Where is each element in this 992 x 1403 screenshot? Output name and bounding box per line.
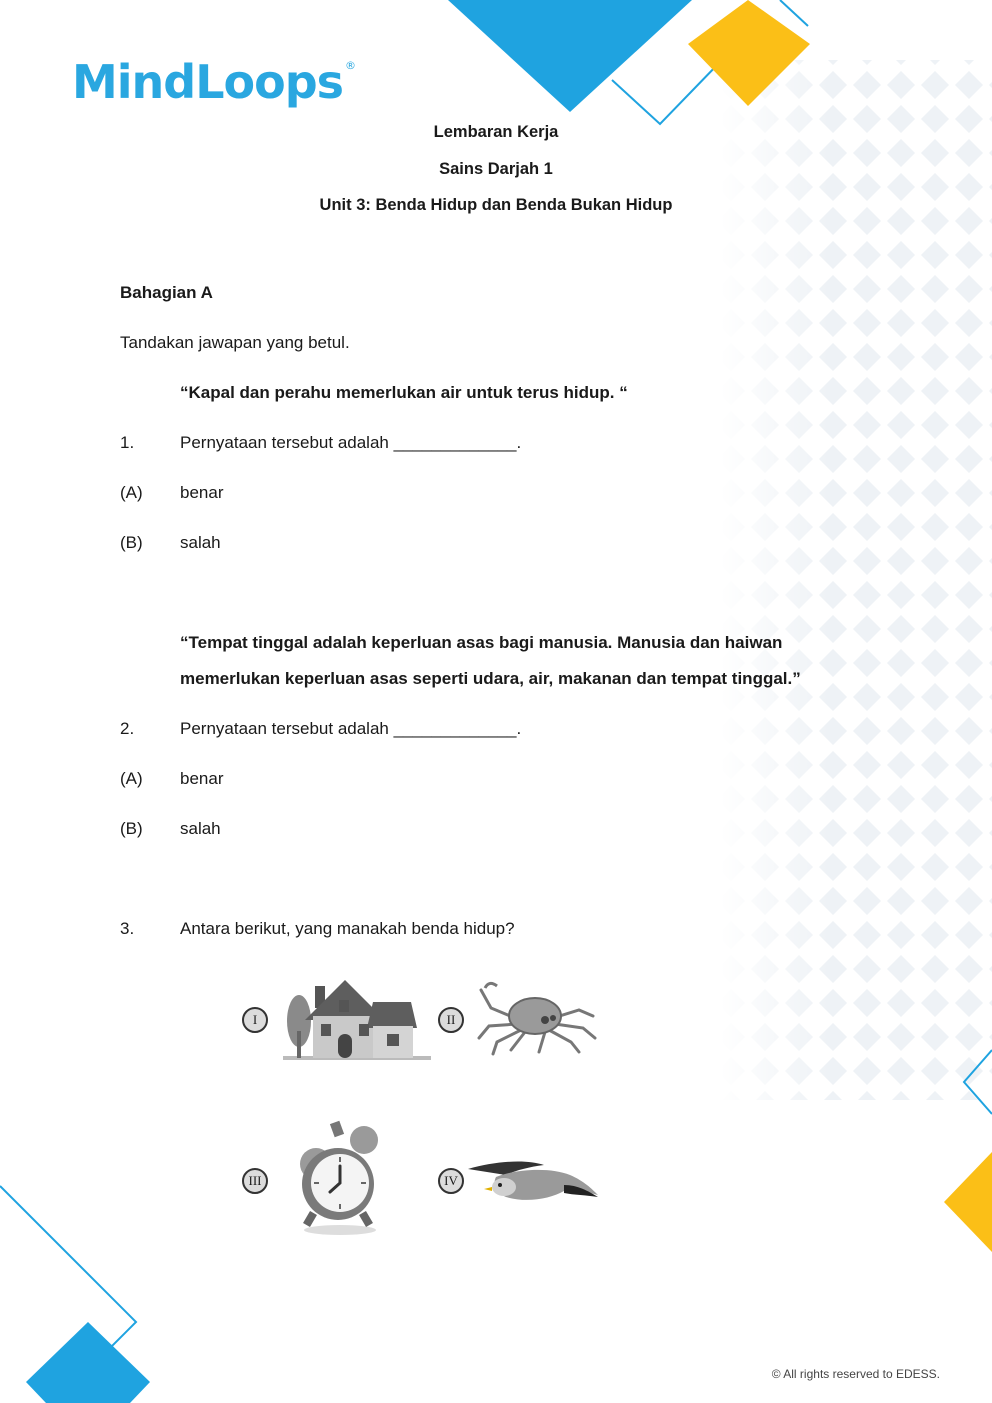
q3-text: Antara berikut, yang manakah benda hidup? (180, 919, 515, 938)
brand-name: MindLoops (72, 55, 344, 109)
top-blue-triangle (448, 0, 692, 112)
q1-text: Pernyataan tersebut adalah _____________. (180, 433, 522, 452)
bottom-left-blue-diamond (26, 1322, 150, 1403)
q2-number: 2. (120, 719, 135, 738)
q2-quote-line1: “Tempat tinggal adalah keperluan asas bagi manusia. Manusia dan haiwan (180, 633, 783, 652)
top-outline-diamond (612, 62, 720, 124)
q2-option-a-text[interactable]: benar (180, 769, 224, 788)
bottom-left-outline (0, 1186, 136, 1362)
q1-number: 1. (120, 433, 135, 452)
right-yellow-diamond (944, 1152, 992, 1252)
option-i-marker[interactable]: I (242, 1007, 268, 1033)
q2-quote-line2: memerlukan keperluan asas seperti udara, air, makanan dan tempat tinggal.” (180, 669, 801, 688)
bird-icon[interactable] (466, 1155, 600, 1207)
option-iv-marker[interactable]: IV (438, 1168, 464, 1194)
option-ii-marker[interactable]: II (438, 1007, 464, 1033)
q2-option-b-text[interactable]: salah (180, 819, 221, 838)
q2-text: Pernyataan tersebut adalah _____________. (180, 719, 522, 738)
crab-icon[interactable] (475, 978, 599, 1058)
option-iii-marker[interactable]: III (242, 1168, 268, 1194)
registered-mark: ® (345, 59, 356, 72)
instruction: Tandakan jawapan yang betul. (120, 333, 350, 352)
alarm-clock-icon[interactable] (296, 1120, 382, 1236)
q1-option-a-text[interactable]: benar (180, 483, 224, 502)
q1-option-b-text[interactable]: salah (180, 533, 221, 552)
q1-option-b-label[interactable]: (B) (120, 533, 143, 552)
q3-number: 3. (120, 919, 135, 938)
q1-option-a-label[interactable]: (A) (120, 483, 143, 502)
q2-option-a-label[interactable]: (A) (120, 769, 143, 788)
worksheet-title: Lembaran Kerja (433, 123, 559, 141)
q2-option-b-label[interactable]: (B) (120, 819, 143, 838)
house-icon[interactable] (283, 976, 431, 1062)
copyright-footer: © All rights reserved to EDESS. (771, 1367, 940, 1381)
q1-quote: “Kapal dan perahu memerlukan air untuk terus hidup. “ (180, 383, 628, 402)
subject-title: Sains Darjah 1 (439, 160, 553, 178)
section-title: Bahagian A (120, 283, 213, 302)
brand-logo (72, 52, 355, 112)
unit-title: Unit 3: Benda Hidup dan Benda Bukan Hidup (319, 196, 673, 214)
